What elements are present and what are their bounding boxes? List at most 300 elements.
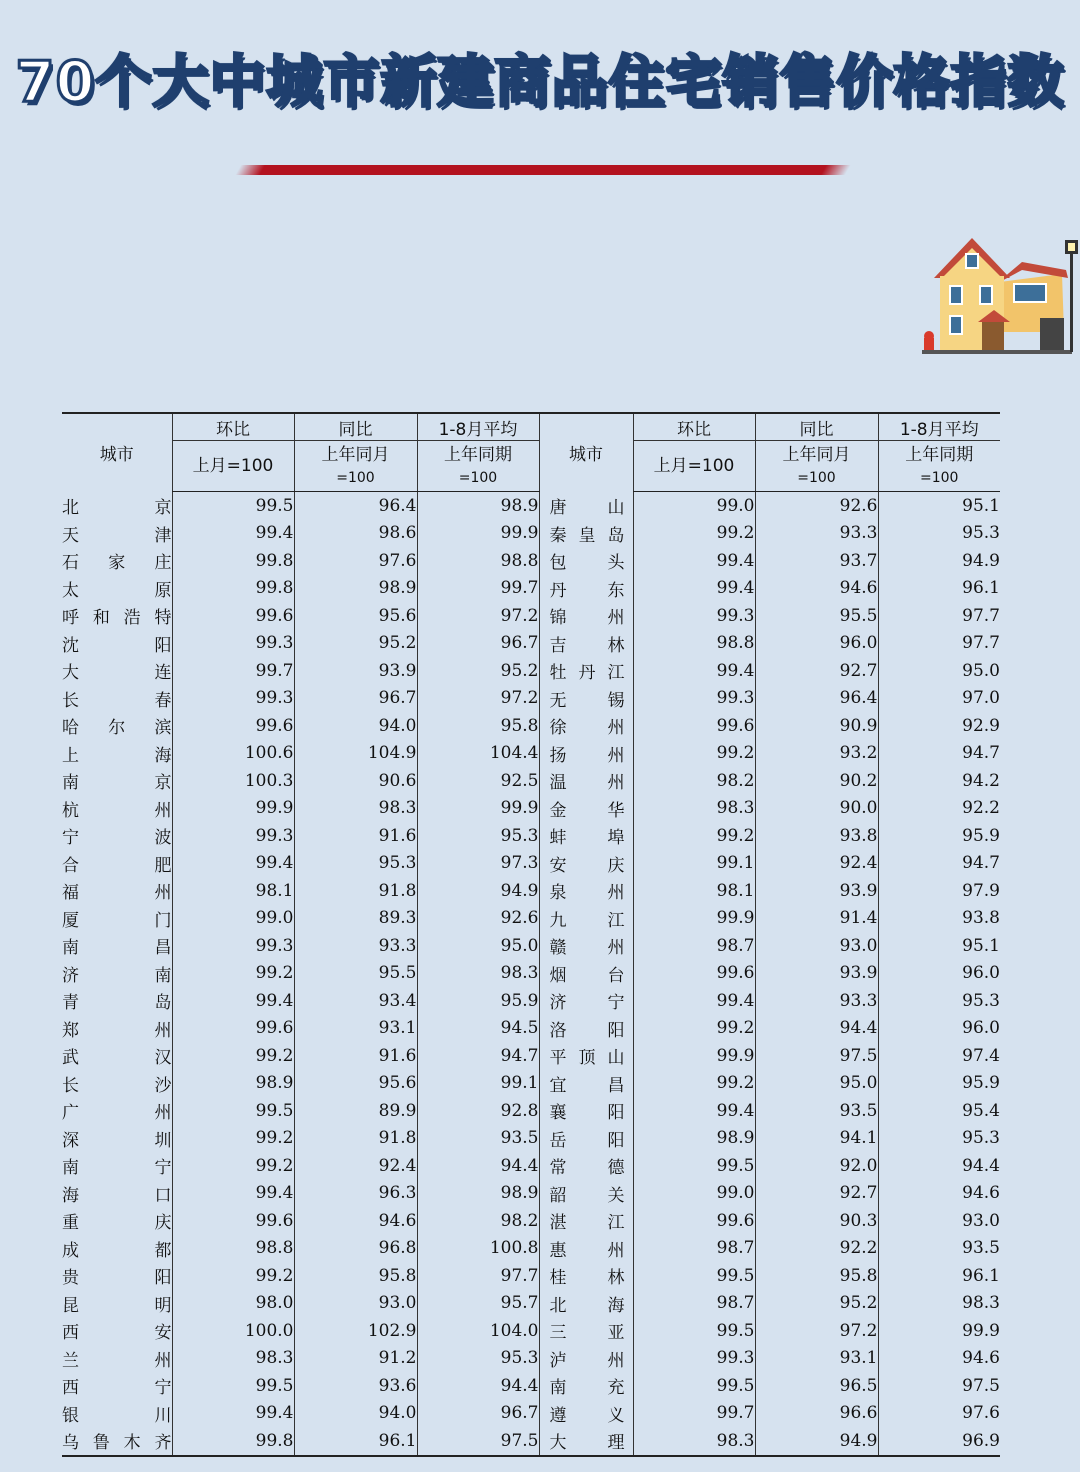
header-yoy-right: 同比 xyxy=(755,413,878,441)
cell-yoy-left: 97.6 xyxy=(294,547,417,575)
cell-mom-right: 99.5 xyxy=(633,1152,755,1180)
cell-yoy-right: 95.2 xyxy=(755,1290,878,1318)
cell-mom-right: 99.3 xyxy=(633,602,755,630)
cell-mom-left: 100.0 xyxy=(172,1317,294,1345)
cell-yoy-left: 93.9 xyxy=(294,657,417,685)
cell-avg-left: 100.8 xyxy=(417,1235,539,1263)
cell-mom-left: 98.8 xyxy=(172,1235,294,1263)
header-city-right: 城市 xyxy=(539,413,633,492)
cell-avg-left: 95.0 xyxy=(417,932,539,960)
cell-yoy-right: 94.9 xyxy=(755,1427,878,1456)
cell-city-right: 洛阳 xyxy=(549,1020,625,1041)
cell-mom-right: 98.7 xyxy=(633,932,755,960)
cell-mom-left: 100.6 xyxy=(172,740,294,768)
cell-avg-right: 94.7 xyxy=(878,740,1000,768)
cell-avg-right: 96.0 xyxy=(878,960,1000,988)
cell-city-right: 金华 xyxy=(549,800,625,821)
cell-avg-right: 94.2 xyxy=(878,767,1000,795)
cell-avg-left: 98.9 xyxy=(417,492,539,520)
cell-avg-right: 99.9 xyxy=(878,1317,1000,1345)
cell-city-left: 南宁 xyxy=(62,1158,172,1179)
cell-avg-right: 96.9 xyxy=(878,1427,1000,1456)
cell-yoy-right: 92.7 xyxy=(755,1180,878,1208)
cell-yoy-right: 96.6 xyxy=(755,1400,878,1428)
house-icon xyxy=(922,232,1080,356)
cell-yoy-right: 92.6 xyxy=(755,492,878,520)
cell-mom-right: 98.7 xyxy=(633,1290,755,1318)
cell-city-right: 扬州 xyxy=(549,745,625,766)
cell-mom-left: 99.4 xyxy=(172,520,294,548)
table-row xyxy=(62,795,1000,823)
cell-yoy-left: 95.8 xyxy=(294,1262,417,1290)
cell-city-left: 南昌 xyxy=(62,938,172,959)
table-row xyxy=(62,1400,1000,1428)
cell-avg-left: 95.3 xyxy=(417,822,539,850)
cell-mom-right: 99.7 xyxy=(633,1400,755,1428)
cell-city-right: 温州 xyxy=(549,773,625,794)
cell-mom-left: 99.5 xyxy=(172,1372,294,1400)
table-row xyxy=(62,850,1000,878)
cell-yoy-right: 90.0 xyxy=(755,795,878,823)
cell-mom-left: 99.4 xyxy=(172,850,294,878)
table-row xyxy=(62,960,1000,988)
cell-yoy-left: 102.9 xyxy=(294,1317,417,1345)
table-row xyxy=(62,877,1000,905)
cell-yoy-left: 94.0 xyxy=(294,712,417,740)
cell-yoy-left: 91.6 xyxy=(294,822,417,850)
table-row xyxy=(62,1235,1000,1263)
cell-mom-right: 99.5 xyxy=(633,1372,755,1400)
cell-mom-right: 99.2 xyxy=(633,1070,755,1098)
cell-mom-right: 99.6 xyxy=(633,960,755,988)
cell-avg-right: 96.1 xyxy=(878,575,1000,603)
cell-yoy-right: 93.5 xyxy=(755,1097,878,1125)
cell-city-left: 长沙 xyxy=(62,1075,172,1096)
cell-yoy-right: 93.3 xyxy=(755,987,878,1015)
cell-yoy-left: 95.6 xyxy=(294,1070,417,1098)
table-row xyxy=(62,492,1000,520)
cell-city-right: 九江 xyxy=(549,910,625,931)
cell-city-left: 青岛 xyxy=(62,993,172,1014)
table-row xyxy=(62,1427,1000,1456)
table-row xyxy=(62,1125,1000,1153)
cell-avg-right: 93.8 xyxy=(878,905,1000,933)
cell-avg-right: 96.1 xyxy=(878,1262,1000,1290)
cell-city-right: 桂林 xyxy=(549,1268,625,1289)
cell-city-left: 太原 xyxy=(62,580,172,601)
cell-yoy-left: 89.3 xyxy=(294,905,417,933)
cell-avg-left: 94.5 xyxy=(417,1015,539,1043)
header-mom-base-right: 上月=100 xyxy=(633,441,755,492)
cell-city-left: 深圳 xyxy=(62,1130,172,1151)
cell-avg-right: 93.5 xyxy=(878,1235,1000,1263)
cell-mom-left: 99.9 xyxy=(172,795,294,823)
cell-city-right: 唐山 xyxy=(549,498,625,518)
table-row xyxy=(62,602,1000,630)
cell-avg-right: 97.7 xyxy=(878,630,1000,658)
table-row xyxy=(62,1042,1000,1070)
cell-avg-left: 97.3 xyxy=(417,850,539,878)
cell-mom-left: 99.3 xyxy=(172,685,294,713)
cell-yoy-left: 95.2 xyxy=(294,630,417,658)
cell-yoy-left: 93.6 xyxy=(294,1372,417,1400)
cell-yoy-right: 93.9 xyxy=(755,960,878,988)
cell-mom-left: 98.9 xyxy=(172,1070,294,1098)
cell-city-right: 泉州 xyxy=(549,883,625,904)
cell-avg-right: 93.0 xyxy=(878,1207,1000,1235)
cell-avg-left: 92.5 xyxy=(417,767,539,795)
cell-yoy-right: 96.0 xyxy=(755,630,878,658)
cell-mom-left: 100.3 xyxy=(172,767,294,795)
cell-mom-left: 99.4 xyxy=(172,987,294,1015)
table-row xyxy=(62,657,1000,685)
cell-avg-right: 92.9 xyxy=(878,712,1000,740)
header-mom-right: 环比 xyxy=(633,413,755,441)
cell-avg-right: 97.4 xyxy=(878,1042,1000,1070)
cell-yoy-left: 93.1 xyxy=(294,1015,417,1043)
cell-city-left: 哈尔滨 xyxy=(62,718,172,739)
cell-yoy-right: 93.0 xyxy=(755,932,878,960)
cell-yoy-left: 98.6 xyxy=(294,520,417,548)
cell-city-left: 大连 xyxy=(62,663,172,684)
cell-city-left: 广州 xyxy=(62,1103,172,1124)
cell-avg-left: 92.6 xyxy=(417,905,539,933)
table-row xyxy=(62,740,1000,768)
cell-city-right: 丹东 xyxy=(549,580,625,601)
cell-mom-left: 99.8 xyxy=(172,547,294,575)
cell-city-right: 济宁 xyxy=(549,993,625,1014)
cell-mom-left: 99.8 xyxy=(172,575,294,603)
cell-city-right: 锦州 xyxy=(549,608,625,629)
cell-city-right: 牡丹江 xyxy=(549,663,625,684)
cell-avg-left: 95.7 xyxy=(417,1290,539,1318)
cell-avg-left: 94.4 xyxy=(417,1152,539,1180)
cell-mom-left: 99.3 xyxy=(172,822,294,850)
cell-avg-right: 95.3 xyxy=(878,520,1000,548)
cell-city-right: 泸州 xyxy=(549,1350,625,1371)
cell-yoy-left: 96.1 xyxy=(294,1427,417,1456)
cell-mom-right: 99.2 xyxy=(633,740,755,768)
cell-city-left: 厦门 xyxy=(62,910,172,931)
title-underline-bar xyxy=(235,165,851,175)
cell-avg-left: 97.2 xyxy=(417,685,539,713)
cell-mom-right: 98.3 xyxy=(633,1427,755,1456)
cell-yoy-left: 91.8 xyxy=(294,877,417,905)
table-row xyxy=(62,1070,1000,1098)
cell-avg-left: 96.7 xyxy=(417,630,539,658)
cell-mom-left: 98.1 xyxy=(172,877,294,905)
table-row xyxy=(62,987,1000,1015)
header-city-left: 城市 xyxy=(62,413,172,492)
cell-city-right: 吉林 xyxy=(549,635,625,656)
cell-yoy-left: 104.9 xyxy=(294,740,417,768)
cell-yoy-right: 97.2 xyxy=(755,1317,878,1345)
cell-mom-left: 99.2 xyxy=(172,960,294,988)
cell-yoy-right: 94.4 xyxy=(755,1015,878,1043)
cell-avg-left: 99.9 xyxy=(417,795,539,823)
table-row xyxy=(62,1180,1000,1208)
table-row xyxy=(62,1345,1000,1373)
cell-mom-right: 98.7 xyxy=(633,1235,755,1263)
cell-yoy-left: 90.6 xyxy=(294,767,417,795)
cell-mom-right: 98.1 xyxy=(633,877,755,905)
cell-yoy-right: 97.5 xyxy=(755,1042,878,1070)
table-row xyxy=(62,1372,1000,1400)
cell-avg-right: 95.1 xyxy=(878,492,1000,520)
cell-avg-right: 96.0 xyxy=(878,1015,1000,1043)
cell-avg-left: 97.2 xyxy=(417,602,539,630)
cell-mom-left: 99.7 xyxy=(172,657,294,685)
cell-yoy-right: 94.6 xyxy=(755,575,878,603)
cell-city-left: 呼和浩特 xyxy=(62,608,172,629)
cell-yoy-right: 90.9 xyxy=(755,712,878,740)
price-index-table xyxy=(62,412,1000,1457)
table-row xyxy=(62,1317,1000,1345)
cell-mom-right: 99.6 xyxy=(633,1207,755,1235)
cell-mom-left: 99.6 xyxy=(172,712,294,740)
table-row xyxy=(62,712,1000,740)
table-row xyxy=(62,520,1000,548)
cell-avg-right: 95.9 xyxy=(878,822,1000,850)
cell-avg-left: 94.4 xyxy=(417,1372,539,1400)
cell-yoy-left: 95.6 xyxy=(294,602,417,630)
cell-mom-left: 99.4 xyxy=(172,1400,294,1428)
cell-city-left: 合肥 xyxy=(62,855,172,876)
cell-city-left: 沈阳 xyxy=(62,635,172,656)
cell-city-right: 烟台 xyxy=(549,965,625,986)
cell-avg-left: 92.8 xyxy=(417,1097,539,1125)
cell-avg-right: 95.9 xyxy=(878,1070,1000,1098)
cell-yoy-right: 92.7 xyxy=(755,657,878,685)
cell-yoy-right: 92.4 xyxy=(755,850,878,878)
cell-avg-right: 97.6 xyxy=(878,1400,1000,1428)
cell-yoy-right: 93.9 xyxy=(755,877,878,905)
cell-mom-right: 98.2 xyxy=(633,767,755,795)
cell-yoy-left: 91.6 xyxy=(294,1042,417,1070)
cell-yoy-right: 94.1 xyxy=(755,1125,878,1153)
cell-avg-left: 98.8 xyxy=(417,547,539,575)
cell-yoy-left: 95.5 xyxy=(294,960,417,988)
header-yoy-left: 同比 xyxy=(294,413,417,441)
cell-mom-left: 99.5 xyxy=(172,1097,294,1125)
cell-yoy-left: 96.4 xyxy=(294,492,417,520)
cell-city-right: 安庆 xyxy=(549,855,625,876)
cell-yoy-left: 98.3 xyxy=(294,795,417,823)
header-avg-left: 1-8月平均 xyxy=(417,413,539,441)
cell-city-right: 北海 xyxy=(549,1295,625,1316)
cell-mom-left: 99.0 xyxy=(172,905,294,933)
cell-city-right: 襄阳 xyxy=(549,1103,625,1124)
cell-avg-right: 97.0 xyxy=(878,685,1000,713)
cell-yoy-right: 95.0 xyxy=(755,1070,878,1098)
cell-city-right: 三亚 xyxy=(549,1323,625,1344)
cell-mom-right: 99.0 xyxy=(633,1180,755,1208)
cell-city-right: 南充 xyxy=(549,1378,625,1399)
cell-yoy-left: 94.6 xyxy=(294,1207,417,1235)
cell-yoy-right: 93.2 xyxy=(755,740,878,768)
cell-avg-left: 95.8 xyxy=(417,712,539,740)
cell-avg-left: 94.9 xyxy=(417,877,539,905)
cell-avg-right: 95.4 xyxy=(878,1097,1000,1125)
cell-city-left: 石家庄 xyxy=(62,553,172,574)
cell-avg-left: 99.1 xyxy=(417,1070,539,1098)
cell-city-right: 惠州 xyxy=(549,1240,625,1261)
cell-city-left: 兰州 xyxy=(62,1350,172,1371)
cell-city-left: 重庆 xyxy=(62,1213,172,1234)
header-mom-base-left: 上月=100 xyxy=(172,441,294,492)
cell-mom-right: 99.3 xyxy=(633,685,755,713)
cell-city-left: 杭州 xyxy=(62,800,172,821)
cell-avg-right: 97.7 xyxy=(878,602,1000,630)
cell-mom-right: 99.4 xyxy=(633,575,755,603)
cell-mom-right: 99.5 xyxy=(633,1262,755,1290)
cell-city-left: 乌鲁木齐 xyxy=(62,1427,172,1456)
table-row xyxy=(62,630,1000,658)
cell-city-left: 南京 xyxy=(62,773,172,794)
cell-mom-right: 99.5 xyxy=(633,1317,755,1345)
cell-avg-left: 97.7 xyxy=(417,1262,539,1290)
cell-avg-left: 97.5 xyxy=(417,1427,539,1456)
cell-mom-left: 99.5 xyxy=(172,492,294,520)
cell-mom-right: 99.4 xyxy=(633,547,755,575)
cell-mom-right: 99.3 xyxy=(633,1345,755,1373)
cell-city-left: 上海 xyxy=(62,745,172,766)
cell-mom-left: 99.2 xyxy=(172,1262,294,1290)
cell-city-left: 长春 xyxy=(62,690,172,711)
cell-avg-right: 94.6 xyxy=(878,1180,1000,1208)
table-row xyxy=(62,1290,1000,1318)
cell-avg-right: 95.3 xyxy=(878,987,1000,1015)
cell-mom-right: 99.9 xyxy=(633,905,755,933)
page-title: 70个大中城市新建商品住宅销售价格指数 xyxy=(15,50,1065,115)
cell-avg-left: 104.0 xyxy=(417,1317,539,1345)
cell-mom-right: 99.4 xyxy=(633,987,755,1015)
cell-yoy-left: 92.4 xyxy=(294,1152,417,1180)
cell-mom-left: 98.0 xyxy=(172,1290,294,1318)
table-row xyxy=(62,905,1000,933)
cell-avg-left: 98.9 xyxy=(417,1180,539,1208)
cell-yoy-right: 93.7 xyxy=(755,547,878,575)
table-row xyxy=(62,1207,1000,1235)
cell-yoy-right: 96.5 xyxy=(755,1372,878,1400)
cell-city-left: 北京 xyxy=(62,498,172,518)
cell-city-left: 济南 xyxy=(62,965,172,986)
cell-avg-left: 96.7 xyxy=(417,1400,539,1428)
cell-avg-left: 94.7 xyxy=(417,1042,539,1070)
cell-yoy-left: 93.4 xyxy=(294,987,417,1015)
cell-mom-left: 99.6 xyxy=(172,1015,294,1043)
header-avg-base-left: 上年同期 =100 xyxy=(417,441,539,492)
header-yoy-base-right: 上年同月 =100 xyxy=(755,441,878,492)
cell-city-right: 岳阳 xyxy=(549,1130,625,1151)
cell-city-right: 秦皇岛 xyxy=(549,525,625,546)
cell-avg-right: 94.9 xyxy=(878,547,1000,575)
cell-city-right: 韶关 xyxy=(549,1185,625,1206)
table-row xyxy=(62,547,1000,575)
cell-avg-left: 95.3 xyxy=(417,1345,539,1373)
cell-mom-left: 99.3 xyxy=(172,932,294,960)
cell-yoy-left: 91.8 xyxy=(294,1125,417,1153)
cell-city-left: 西安 xyxy=(62,1323,172,1344)
cell-avg-right: 97.9 xyxy=(878,877,1000,905)
cell-avg-right: 94.7 xyxy=(878,850,1000,878)
cell-city-right: 宜昌 xyxy=(549,1075,625,1096)
table-row xyxy=(62,1152,1000,1180)
cell-city-right: 常德 xyxy=(549,1158,625,1179)
cell-city-left: 海口 xyxy=(62,1185,172,1206)
cell-yoy-right: 93.8 xyxy=(755,822,878,850)
cell-mom-left: 99.6 xyxy=(172,1207,294,1235)
cell-yoy-left: 91.2 xyxy=(294,1345,417,1373)
table-row xyxy=(62,1015,1000,1043)
cell-mom-right: 99.4 xyxy=(633,657,755,685)
cell-mom-right: 99.0 xyxy=(633,492,755,520)
cell-city-right: 蚌埠 xyxy=(549,828,625,849)
cell-avg-right: 97.5 xyxy=(878,1372,1000,1400)
cell-city-right: 遵义 xyxy=(549,1405,625,1426)
cell-yoy-right: 93.3 xyxy=(755,520,878,548)
cell-city-left: 成都 xyxy=(62,1240,172,1261)
cell-mom-right: 99.2 xyxy=(633,520,755,548)
cell-city-right: 徐州 xyxy=(549,718,625,739)
cell-avg-right: 94.4 xyxy=(878,1152,1000,1180)
table-row xyxy=(62,575,1000,603)
cell-city-right: 湛江 xyxy=(549,1213,625,1234)
cell-avg-left: 104.4 xyxy=(417,740,539,768)
table-row xyxy=(62,685,1000,713)
cell-city-left: 西宁 xyxy=(62,1378,172,1399)
cell-avg-right: 92.2 xyxy=(878,795,1000,823)
table-row xyxy=(62,767,1000,795)
cell-yoy-left: 96.3 xyxy=(294,1180,417,1208)
cell-city-left: 银川 xyxy=(62,1405,172,1426)
cell-yoy-right: 90.2 xyxy=(755,767,878,795)
table-row xyxy=(62,932,1000,960)
cell-city-left: 贵阳 xyxy=(62,1268,172,1289)
cell-yoy-left: 93.0 xyxy=(294,1290,417,1318)
cell-avg-left: 98.2 xyxy=(417,1207,539,1235)
cell-avg-right: 95.3 xyxy=(878,1125,1000,1153)
cell-mom-left: 98.3 xyxy=(172,1345,294,1373)
cell-city-left: 武汉 xyxy=(62,1048,172,1069)
cell-yoy-right: 95.5 xyxy=(755,602,878,630)
cell-avg-left: 99.7 xyxy=(417,575,539,603)
header-mom-left: 环比 xyxy=(172,413,294,441)
cell-city-left: 昆明 xyxy=(62,1295,172,1316)
cell-avg-right: 95.1 xyxy=(878,932,1000,960)
cell-city-right: 包头 xyxy=(549,553,625,574)
cell-city-left: 宁波 xyxy=(62,828,172,849)
cell-mom-right: 99.2 xyxy=(633,822,755,850)
cell-yoy-left: 89.9 xyxy=(294,1097,417,1125)
cell-mom-left: 99.3 xyxy=(172,630,294,658)
header-avg-base-right: 上年同期 =100 xyxy=(878,441,1000,492)
cell-mom-right: 99.9 xyxy=(633,1042,755,1070)
cell-avg-right: 94.6 xyxy=(878,1345,1000,1373)
cell-yoy-right: 91.4 xyxy=(755,905,878,933)
cell-mom-right: 98.8 xyxy=(633,630,755,658)
cell-avg-left: 98.3 xyxy=(417,960,539,988)
cell-avg-left: 93.5 xyxy=(417,1125,539,1153)
cell-mom-left: 99.6 xyxy=(172,602,294,630)
cell-mom-right: 99.4 xyxy=(633,1097,755,1125)
cell-mom-left: 99.8 xyxy=(172,1427,294,1456)
cell-city-left: 郑州 xyxy=(62,1020,172,1041)
cell-city-right: 赣州 xyxy=(549,938,625,959)
cell-yoy-right: 92.0 xyxy=(755,1152,878,1180)
cell-yoy-left: 93.3 xyxy=(294,932,417,960)
table-row xyxy=(62,1097,1000,1125)
